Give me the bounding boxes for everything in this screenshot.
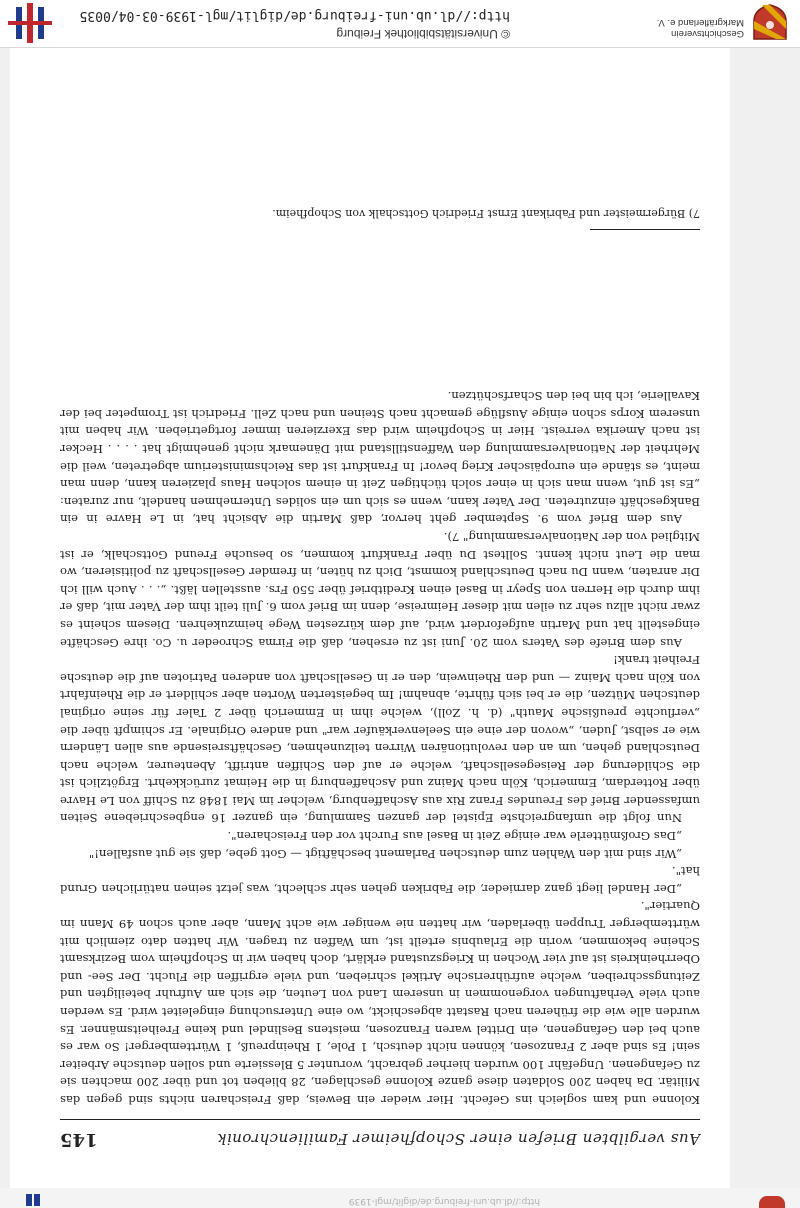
footnote: 7) Bürgermeister und Fabrikant Ernst Friedrich Gottschalk von Schopfheim. (272, 207, 700, 220)
running-header (60, 1120, 700, 1148)
organization-name (634, 17, 744, 39)
paragraph: Aus dem Brief vom 9. September geht hervor, daß Martin die Absicht hat, in Le Havre in ein Bankgeschäft einzutreten. Der Vater kann, wenn es sich um ein solides Unternehmen handelt, nur zuraten: „Es ist gut, wenn man sich in einer solch tüchtigen Zeit in einem solchen Haus plazieren kann, denn man meint, es stände ein europäischer Krieg bevor! In Frankfurt ist das Reichsministerium abgetreten, weil die Mehrheit der Nationalversammlung den Waffenstillstand mit Dänemark nicht genehmigt hat . . . . Hecker ist nach Amerika verreist. Hier in Schopfheim wird das Exerzieren immer fortgetrieben. Wir haben mit unserem Korps schon einige Ausflüge gemacht nach Steinen und nach Zell. Friedrich ist Trompeter bei der Kavallerie, ich bin bei den Scharfschützen. (60, 389, 700, 527)
page-number: 145 (60, 1129, 98, 1150)
paragraph: „Der Handel liegt ganz darnieder, die Fabriken gehen sehr schlecht, was jetzt seinen natürlichen Grund hat". (60, 864, 700, 896)
body-text (60, 387, 700, 1108)
university-library-logo-icon (8, 3, 52, 43)
paragraph: „Wir sind mit den Wahlen zum deutschen Parlament beschäftigt — Gott gebe, daß sie gut ausfallen!" (88, 846, 682, 861)
page-sheet (10, 48, 730, 1188)
attribution-bar (0, 0, 800, 48)
header-rule (60, 1119, 700, 1120)
paragraph: „Das Großmütterle war einige Zeit in Basel aus Furcht vor den Freischaren". (227, 829, 682, 844)
organization-line: Markgräflerland e. V. (656, 17, 744, 28)
top-strip (0, 1188, 800, 1208)
copyright-notice: © Universitätsbibliothek Freiburg (336, 27, 510, 41)
partial-mark-icon (22, 1192, 42, 1206)
coat-of-arms-icon (750, 3, 790, 43)
source-url-link[interactable]: http://dl.ub.uni-freiburg.de/diglit/mgl-1939-03-04/0035 (79, 8, 510, 23)
paragraph: Kolonne und kam sogleich ins Gefecht. Hier wieder ein Beweis, daß Freischaren nichts sind gegen das Militär. Da haben 200 Soldaten diese ganze Kolonne geschlagen, 28 blieben tot und über 200 machten sie zu Gefangenen. Ungefähr 100 wurden hierher gebracht, worunter 5 Blessierte und sollen deutsche Arbeiter sein! Es sind aber 2 Franzosen, können nicht deutsch, 1 Pole, 1 Rheinpreuß, 1 Württemberger! So war es auch bei den Gefangenen, ein Drittel waren Franzosen, meistens Beslindel und keine Freiheitsmänner. Es wurden alle wie die früheren nach Rastatt abgeschickt, wo eine Untersuchung eingeleitet wird. Es werden auch viele Verhaftungen vorgenommen in unserem Land von Leuten, die sich am Aufruhr beteiligten und Zeitungsschreiben, welche aufrührerische Artikel schrieben, und viele ergriffen die Flucht. Der See- und Oberrheinkreis ist auf vier Wochen in Kriegszustand erklärt, doch haben wir in Schopfheim vom Bezirksamt Scheine bekommen, worin die Erlaubnis erteilt ist, um Waffen zu tragen. Wir hatten dato ziemlich mit württemberger Truppen überladen, wir hatten nie weniger wie acht Mann, aber auch schon 49 Mann im Quartier". (60, 899, 700, 1107)
faint-strip-text: http://dl.ub.uni-freiburg.de/diglit/mgl-1939 (348, 1196, 540, 1206)
organization-line: Geschichtsverein (671, 28, 744, 39)
paragraph: Aus dem Briefe des Vaters vom 20. Juni ist zu ersehen, daß die Firma Schroeder u. Co. ihre Geschäfte eingestellt hat und Martin aufgefordert wird, auf dem kürzesten Wege heimzukehren. Diesem scheint es zwar nicht allzu sehr zu eilen mit dieser Heimreise, denn im Brief vom 6. Juli teilt ihm der Vater mit, daß er ihm durch die Herren von Speyr in Basel einen Kreditbrief über 550 Frs. ausstellen läßt. „. . . Auch will ich Dir anraten, wann Du nach Deutschland kommst, Dich zu hüten, in fremder Gesellschaft zu politisieren, wo man die Leut nicht kennt. Solltest Du über Frankfurt kommen, so besuche Freund Gottschalk, er ist Mitglied von der Nationalversammlung" 7). (60, 530, 700, 650)
partial-logo-icon (759, 1196, 785, 1208)
header-title: Aus vergilbten Briefen einer Schopfheimer Familienchronik (216, 1130, 700, 1148)
paragraph: Nun folgt die umfangreichste Epistel der ganzen Sammlung, ein ganzer 16 engbeschriebene Seiten umfassender Brief des Freundes Franz Rix aus Aschaffenburg, welcher im Mai 1848 zu Schiff von Le Havre über Rotterdam, Emmerich, Köln nach Mainz und Aschaffenburg in die Heimat zurückkehrt. Ergötzlich ist die Schilderung der Reisegesellschaft, welche er auf den Schiffen antrifft, Abenteurer, welche nach Deutschland gehen, um an den revolutionären Wirren teilzunehmen, Geschäftsreisende aus allen Ländern wie er selbst, Juden, „wovon der eine ein Seelenverkäufer war" und andere Originale. Er schimpft über die „verfluchte preußische Mauth" (d. h. Zoll), welche ihm in Emmerich über 2 Taler für seine original deutschen Mützen, die er bei sich führte, abnahm! Im begeisterten Worten aber schildert er die Rheinfahrt von Köln nach Mainz — und den Rheinwein, den er in Gesellschaft von anderen Patrioten auf die deutsche Freiheit trank! (60, 653, 700, 826)
footnote-rule (590, 229, 700, 230)
